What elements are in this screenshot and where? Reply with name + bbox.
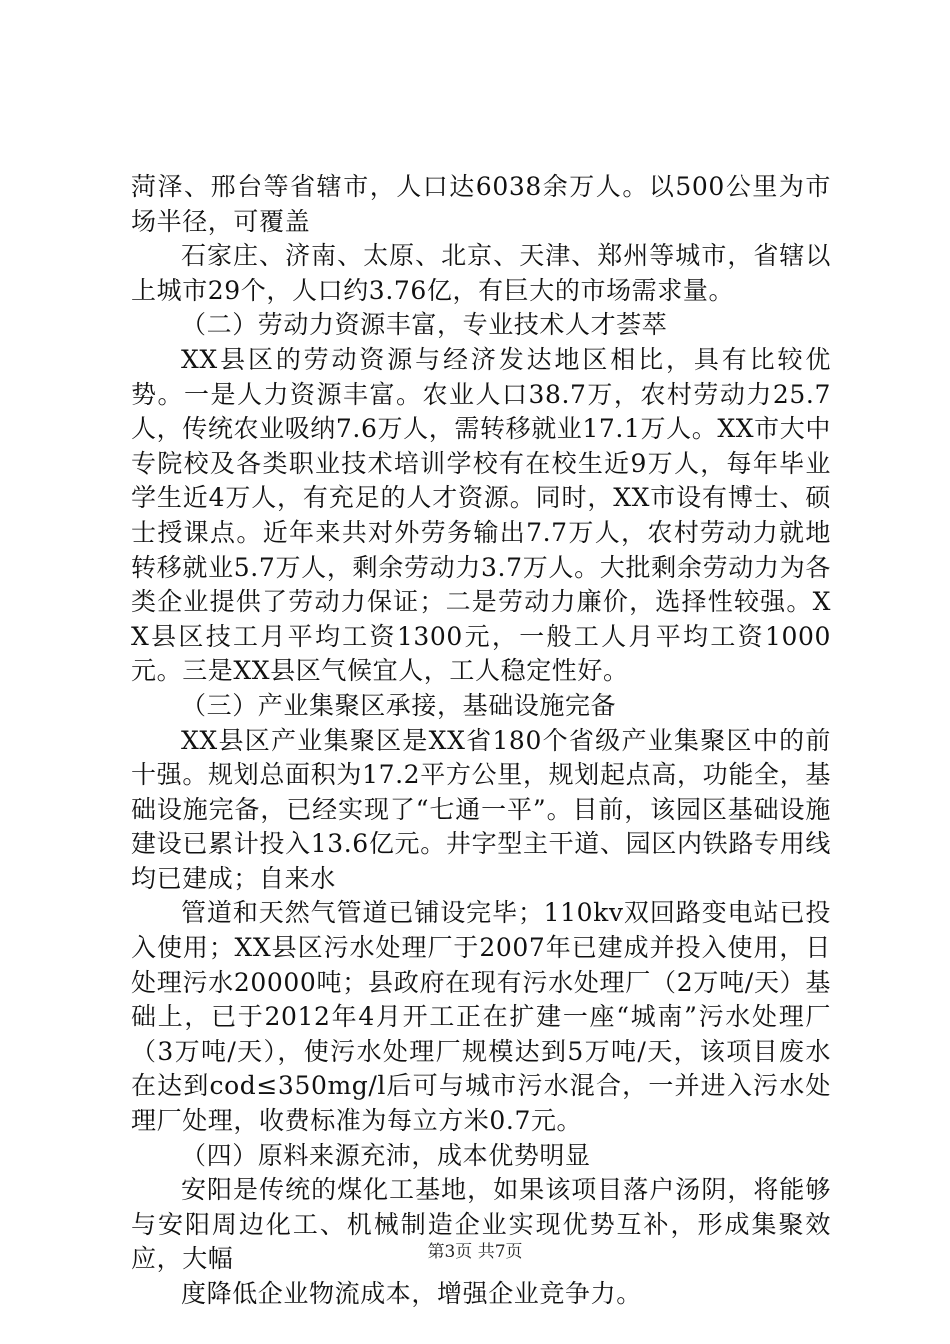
document-body [131,170,831,1312]
section-heading-raw-materials: （四）原料来源充沛，成本优势明显 [181,1140,591,1170]
paragraph-raw-materials-1: 安阳是传统的煤化工基地，如果该项目落户汤阴，将能够与安阳周边化工、机械制造企业实现优势互补，形成集聚效应，大幅 [131,1175,831,1274]
section-heading-industrial-park: （三）产业集聚区承接，基础设施完备 [181,690,617,720]
paragraph-market-cities-1: 菏泽、邢台等省辖市，人口达6038余万人。以500公里为市场半径，可覆盖 [131,172,831,236]
paragraph-industrial-park-2: 管道和天然气管道已铺设完毕；110kv双回路变电站已投入使用；XX县区污水处理厂于2007年已建成并投入使用，日处理污水20000吨；县政府在现有污水处理厂（2万吨/天）基础上，已于2012年4月开工正在扩建一座“城南”污水处理厂（3万吨/天），使污水处理厂规模达到5万吨/天，该项目废水在达到cod≤350mg/l后可与城市污水混合，一并进入污水处理厂处理，收费标准为每立方米0.7元。 [131,898,831,1136]
section-heading-labor: （二）劳动力资源丰富，专业技术人才荟萃 [181,310,668,340]
paragraph-labor-resources: XX县区的劳动资源与经济发达地区相比，具有比较优势。一是人力资源丰富。农业人口38.7万，农村劳动力25.7人，传统农业吸纳7.6万人，需转移就业17.1万人。XX市大中专院校及各类职业技术培训学校有在校生近9万人，每年毕业学生近4万人，有充足的人才资源。同时，XX市设有博士、硕士授课点。近年来共对外劳务输出7.7万人，农村劳动力就地转移就业5.7万人，剩余劳动力3.7万人。大批剩余劳动力为各类企业提供了劳动力保证；二是劳动力廉价，选择性较强。XX县区技工月平均工资1300元，一般工人月平均工资1000元。三是XX县区气候宜人，工人稳定性好。 [131,344,831,686]
paragraph-industrial-park-1: XX县区产业集聚区是XX省180个省级产业集聚区中的前十强。规划总面积为17.2平方公里，规划起点高，功能全，基础设施完备，已经实现了“七通一平”。目前，该园区基础设施建设已累计投入13.6亿元。井字型主干道、园区内铁路专用线均已建成；自来水 [131,725,831,893]
paragraph-raw-materials-2: 度降低企业物流成本，增强企业竞争力。 [181,1279,642,1308]
paragraph-market-cities-2: 石家庄、济南、太原、北京、天津、郑州等城市，省辖以上城市29个，人口约3.76亿，有巨大的市场需求量。 [131,241,831,305]
page-number-footer: 第3页 共7页 [427,1242,523,1262]
